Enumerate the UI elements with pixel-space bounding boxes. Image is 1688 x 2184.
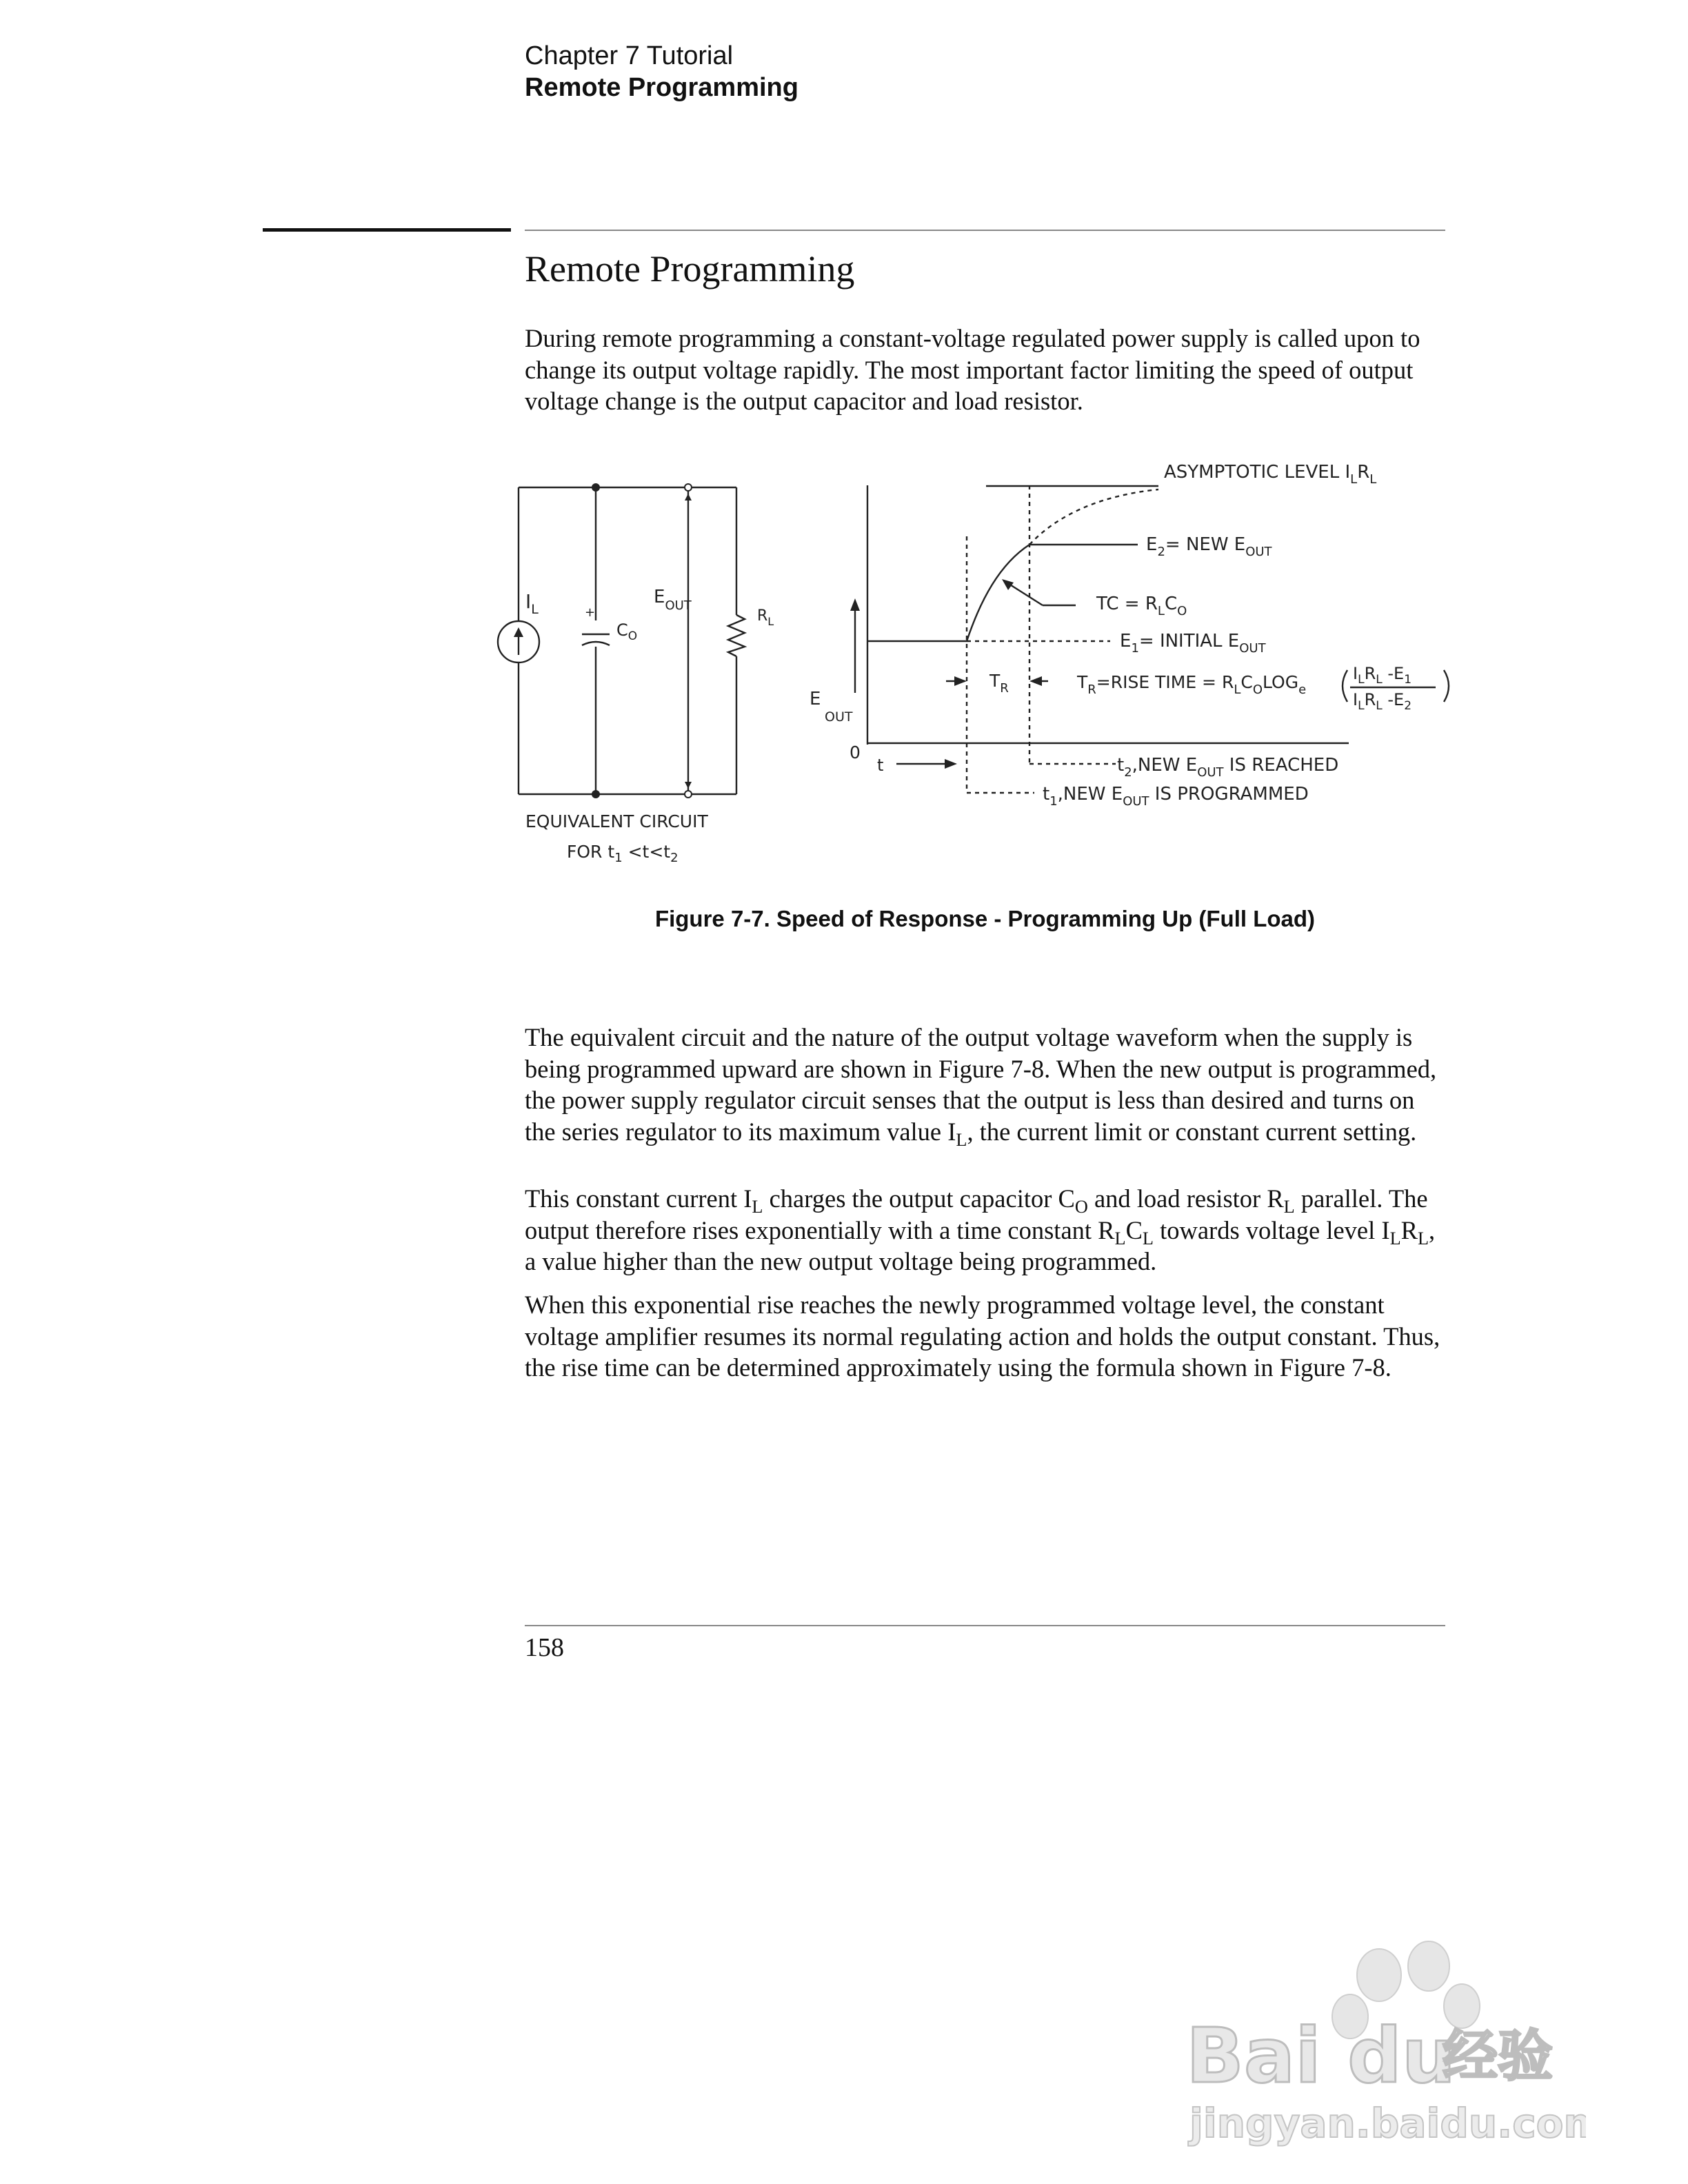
paragraph-equivalent-circuit: The equivalent circuit and the nature of the output voltage waveform when the supply is being programmed upward are shown in Figure 7-8. When the new output is programmed, the power supply regulator circuit senses that the output is less than desired and turns on the series regulator to its maximum value $I_L$, the current limit or constant current setting.: [525, 1023, 1437, 1150]
origin-zero-label: 0: [850, 742, 861, 762]
time-axis-label: t: [877, 756, 884, 775]
circuit-caption-line2: FOR $t_1 <t<t_2$: [567, 842, 679, 865]
eout-axis-arrow-head: [850, 598, 860, 611]
formula-denominator: $I_LR_L$ $-E_2$: [1353, 690, 1412, 713]
co-label: $C_O$: [616, 620, 638, 643]
tc-leader-arrow-head: [1002, 579, 1014, 590]
asymptote-label: ASYMPTOTIC LEVEL $I_LR_L$: [1164, 462, 1377, 487]
il-label: $I_L$: [525, 590, 539, 617]
tc-label: TC = $R_LC_O$: [1096, 594, 1187, 618]
baidu-watermark: [1172, 1903, 1586, 2178]
page-number: 158: [525, 1633, 564, 1662]
formula-numerator: $I_LR_L$ $-E_1$: [1353, 664, 1412, 687]
baidu-logo: [1172, 1903, 1586, 2178]
watermark-brand-cn: 经验: [1443, 2024, 1553, 2088]
paw-pad-1: [1357, 1949, 1401, 2001]
cap-plus-label: +: [585, 605, 596, 620]
figure-caption: Figure 7-7. Speed of Response - Programming Up (Full Load): [654, 906, 1316, 931]
tr-label: $T_R$: [989, 671, 1009, 696]
running-header-chapter: Chapter 7 Tutorial: [525, 41, 734, 70]
formula-left-paren: [1343, 670, 1347, 702]
resistor-symbol: [728, 615, 745, 656]
paragraph-intro: During remote programming a constant-voltage regulated power supply is called upon to change its output voltage rapidly. The most important factor limiting the speed of output voltage change is the output capacitor and load resistor.: [525, 324, 1420, 415]
tr-left-arrow-head: [954, 676, 967, 686]
paragraph-constant-current: This constant current $I_L$ charges the output capacitor $C_O$ and load resistor $R_L$ parallel. The output therefore rises exponentially with a time constant $R_LC_L$ towards voltage level $I_LR_L$, a value higher than the new output voltage being programmed.: [525, 1184, 1436, 1275]
formula-right-paren: [1444, 670, 1449, 702]
footer-rule: [525, 1625, 1445, 1626]
terminal-arrow-bottom: [685, 782, 692, 789]
e1-label: $E_1=$ INITIAL $E_{OUT}$: [1120, 631, 1266, 656]
rl-circuit-label: $R_L$: [757, 607, 774, 628]
y-axis-label: EOUT: [810, 689, 853, 725]
capacitor-plate-bottom: [582, 642, 610, 645]
figure-speed-of-response: [483, 455, 1476, 882]
figure-diagram: [483, 455, 1476, 882]
t2-label: $t_2,NEW$ $E_{OUT}$ IS REACHED: [1117, 755, 1339, 780]
watermark-url: jingyan.baidu.com: [1189, 2100, 1586, 2147]
tc-leader-1: [1007, 583, 1043, 605]
eout-circuit-label: $E_{OUT}$: [654, 587, 692, 613]
section-rule-left: [263, 228, 511, 232]
circuit-caption-line1: EQUIVALENT CIRCUIT: [525, 811, 708, 831]
section-title: Remote Programming: [525, 248, 855, 290]
t1-label: $t_1,NEW$ $E_{OUT}$ IS PROGRAMMED: [1043, 784, 1309, 809]
section-rule-right: [525, 230, 1445, 231]
junction-dot-bottom: [592, 790, 600, 798]
tr-right-arrow-head: [1029, 676, 1042, 686]
rise-curve: [967, 545, 1029, 641]
rise-time-formula: $T_R=RISE$ TIME = $R_LC_OLOG_e$: [1077, 672, 1307, 697]
watermark-brand: Bai du: [1186, 2012, 1456, 2100]
paw-pad-2: [1408, 1941, 1449, 1991]
terminal-arrow-top: [685, 494, 692, 501]
terminal-top: [685, 484, 692, 491]
junction-dot-top: [592, 483, 600, 492]
terminal-bottom: [685, 791, 692, 798]
running-header-section: Remote Programming: [525, 73, 798, 102]
paragraph-rise-time: When this exponential rise reaches the newly programmed voltage level, the constant voltage amplifier resumes its normal regulating action and holds the output constant. Thus, the rise time can be determined approximately using the formula shown in Figure 7-8.: [525, 1291, 1440, 1382]
e2-label: $E_2=$ NEW $E_{OUT}$: [1146, 534, 1272, 559]
time-arrow-head: [945, 759, 957, 769]
asymptotic-curve: [1029, 489, 1158, 545]
